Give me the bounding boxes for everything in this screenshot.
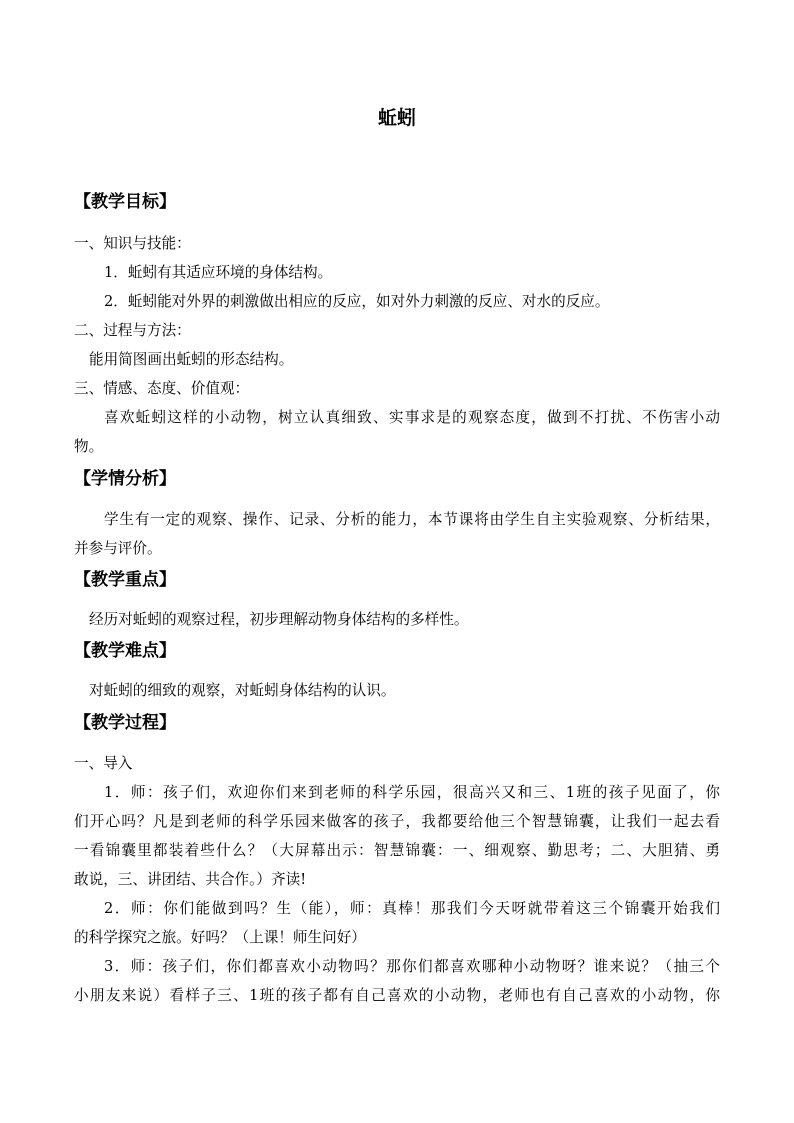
goals-process-item: 能用简图画出蚯蚓的形态结构。 [89, 351, 294, 368]
goals-item-2: 2．蚯蚓能对外界的刺激做出相应的反应，如对外力刺激的反应、对水的反应。 [104, 293, 610, 310]
difficulties-text: 对蚯蚓的细致的观察，对蚯蚓身体结构的认识。 [89, 682, 396, 699]
heading-student-analysis: 【学情分析】 [74, 469, 176, 489]
goals-process-method: 二、过程与方法： [74, 322, 191, 339]
process-step2-line2: 的科学探究之旅。好吗？（上课！师生问好） [74, 929, 366, 946]
goals-item-1: 1．蚯蚓有其适应环境的身体结构。 [104, 264, 333, 281]
heading-teaching-process: 【教学过程】 [74, 713, 176, 733]
goals-emotion-values: 三、情感、态度、价值观： [74, 380, 250, 397]
goals-emotion-text-line1: 喜欢蚯蚓这样的小动物，树立认真细致、实事求是的观察态度，做到不打扰、不伤害小动 [104, 409, 720, 426]
process-step1-line4: 敢说，三、讲团结、共合作。）齐读! [74, 871, 307, 888]
process-step3-line2: 小朋友来说）看样子三、1班的孩子都有自己喜欢的小动物，老师也有自己喜欢的小动物，你 [74, 987, 720, 1004]
heading-difficulties: 【教学难点】 [74, 641, 176, 661]
analysis-text-line2: 并参与评价。 [74, 540, 162, 557]
process-step1-line3: 一看锦囊里都装着些什么？（大屏幕出示：智慧锦囊：一、细观察、勤思考；二、大胆猜、勇 [74, 842, 720, 859]
process-step1-line2: 们开心吗？凡是到老师的科学乐园来做客的孩子，我都要给他三个智慧锦囊，让我们一起去看 [74, 813, 720, 830]
process-step3-line1: 3．师：孩子们，你们都喜欢小动物吗？那你们都喜欢哪种小动物呀？谁来说？（抽三个 [104, 958, 720, 975]
key-points-text: 经历对蚯蚓的观察过程，初步理解动物身体结构的多样性。 [89, 611, 469, 628]
goals-emotion-text-line2: 物。 [74, 438, 104, 455]
heading-key-points: 【教学重点】 [74, 570, 176, 590]
heading-teaching-goals: 【教学目标】 [74, 192, 176, 212]
process-step2-line1: 2．师：你们能做到吗？生（能），师：真棒！那我们今天呀就带着这三个锦囊开始我们 [104, 900, 720, 917]
goals-knowledge-skills: 一、知识与技能： [74, 235, 191, 252]
process-intro: 一、导入 [74, 755, 133, 772]
process-step1-line1: 1．师：孩子们，欢迎你们来到老师的科学乐园，很高兴又和三、1班的孩子见面了，你 [104, 784, 720, 801]
document-title: 蚯蚓 [377, 107, 416, 129]
analysis-text-line1: 学生有一定的观察、操作、记录、分析的能力，本节课将由学生自主实验观察、分析结果， [104, 511, 720, 528]
